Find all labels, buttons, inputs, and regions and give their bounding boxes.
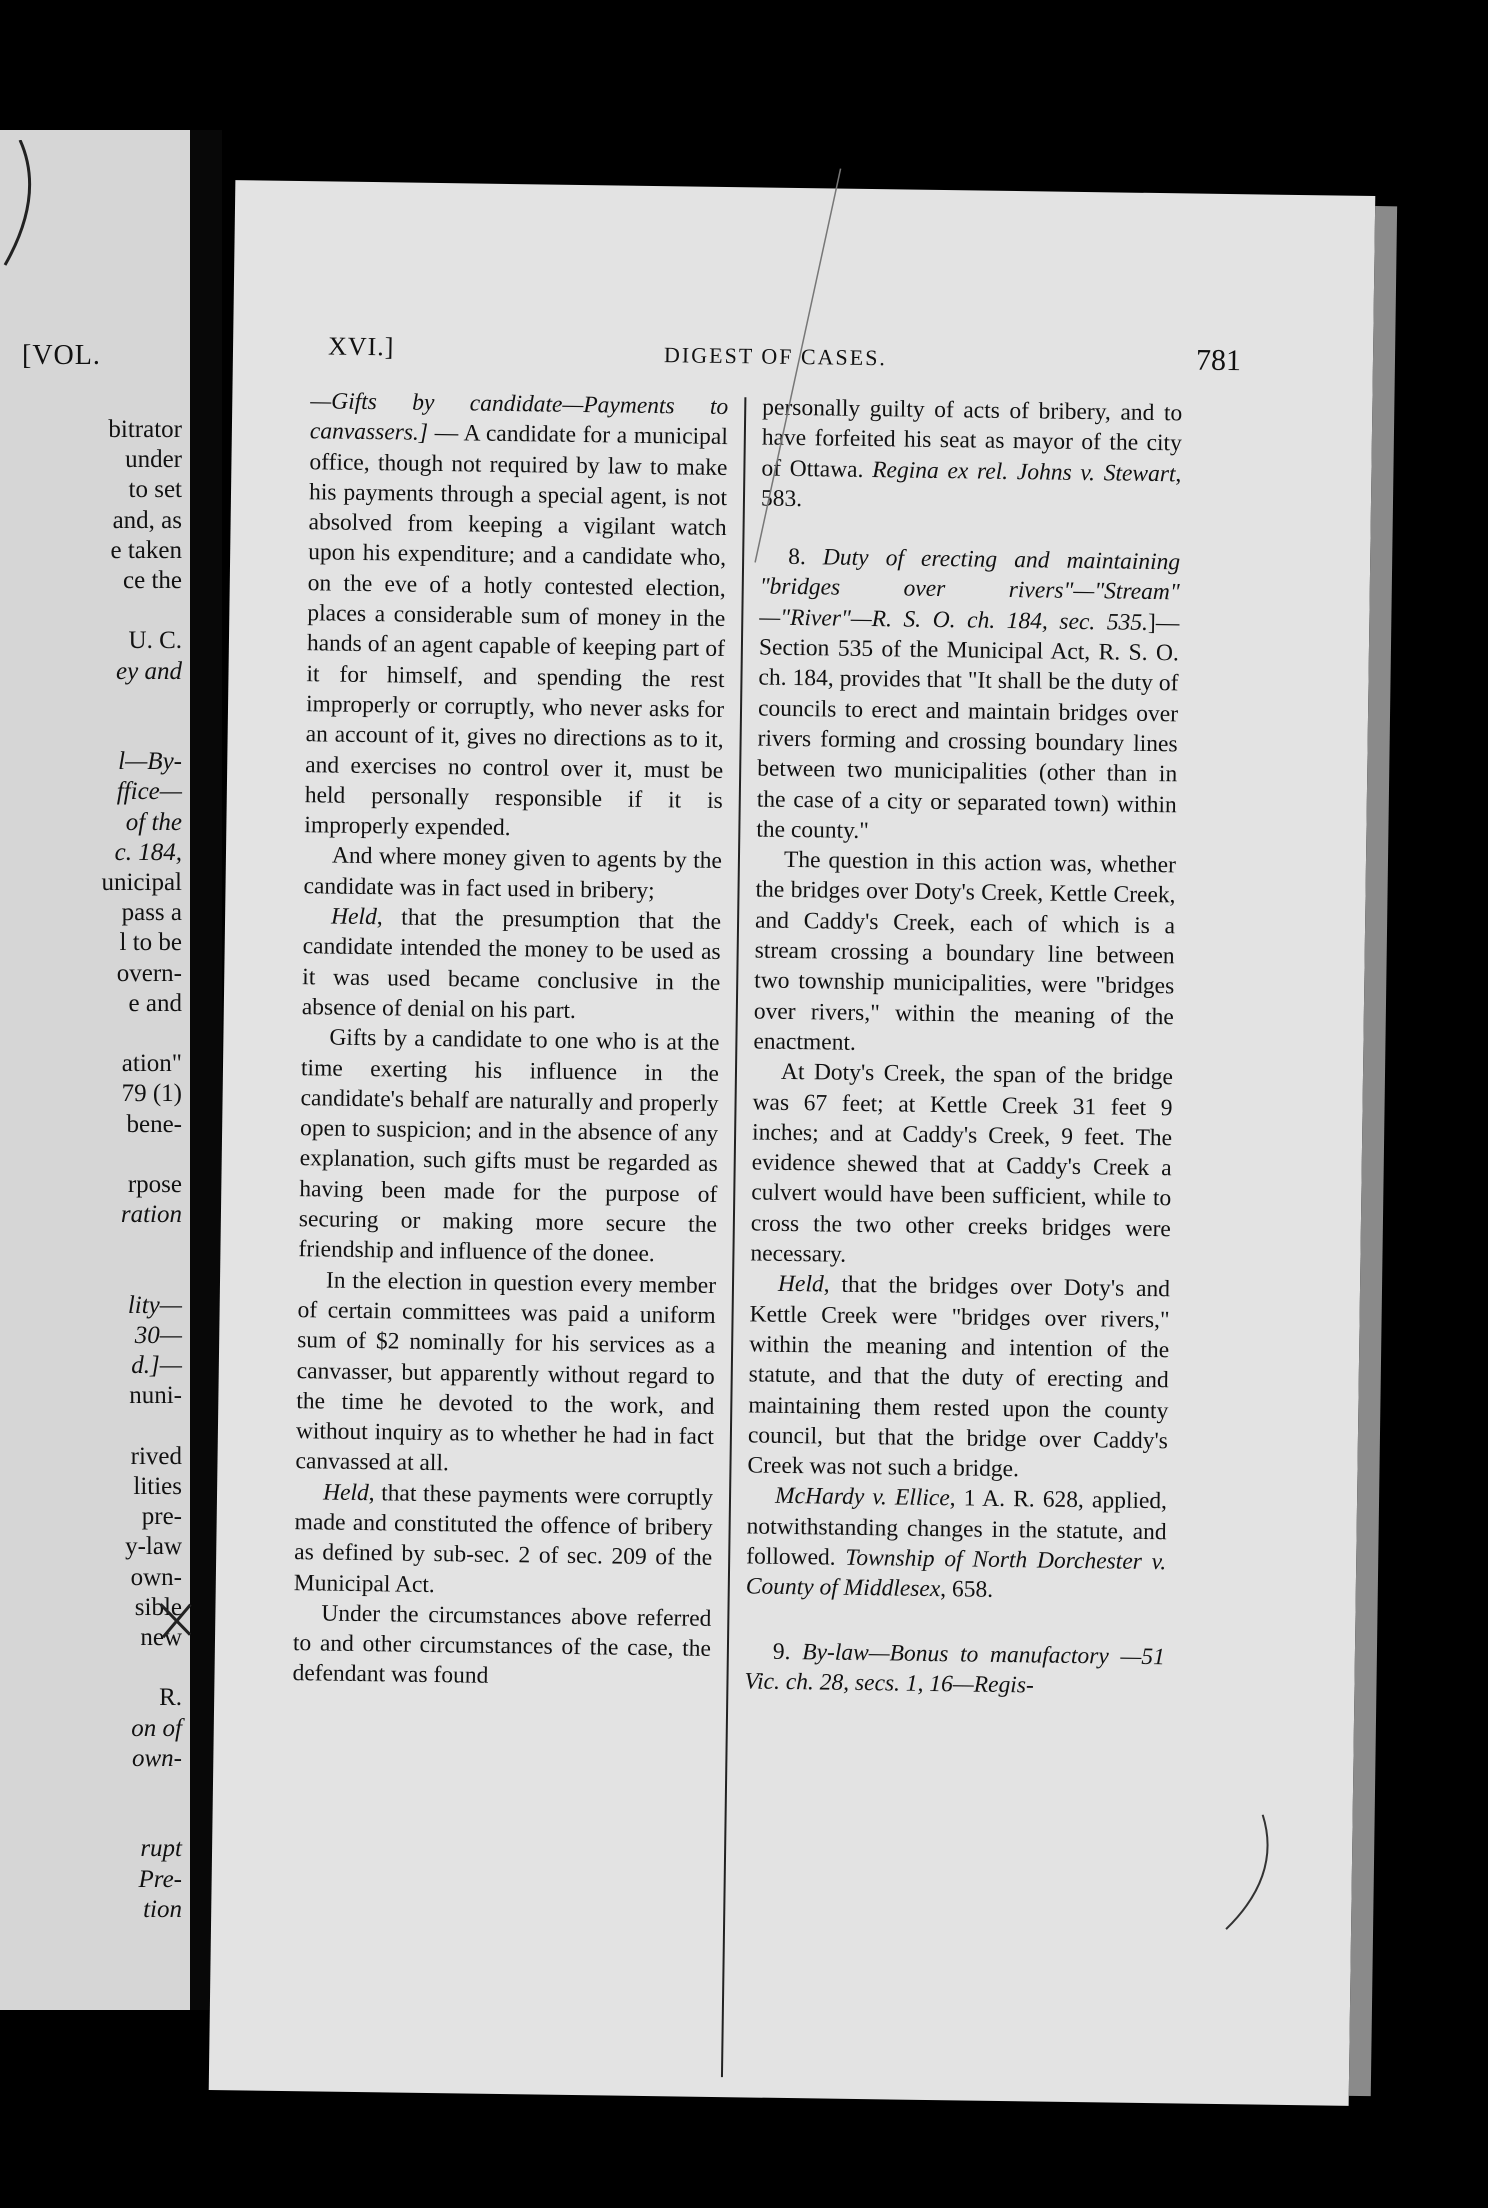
- held-paragraph: [294, 1477, 714, 1604]
- paragraph: At Doty's Creek, the span of the bridge was 67 feet; at Kettle Creek 31 feet 9 inches; and at Caddy's Creek, 9 feet. The evidence shewed that at Caddy's Creek a culvert would have been sufficient, while to cross the two other creeks bridges were necessary.: [750, 1059, 1174, 1268]
- facing-page-text-fragment: l to be: [119, 929, 182, 957]
- binding-curve-mark: [0, 140, 60, 270]
- facing-page-text-fragment: 79 (1): [121, 1080, 182, 1108]
- facing-page-text-fragment: rived: [130, 1442, 182, 1470]
- facing-page-text-fragment: ffice—: [116, 778, 182, 806]
- header-volume: XVI.]: [327, 331, 395, 362]
- facing-page-text-fragment: new: [140, 1624, 182, 1651]
- facing-page-text-fragment: Pre-: [138, 1865, 182, 1893]
- page-edge: [1349, 206, 1397, 2096]
- entry-heading: —Gifts by candidate—Payments to canvassers.]: [309, 388, 729, 447]
- facing-page-text-fragment: of the: [125, 808, 182, 836]
- case-citation: Regina ex rel. Johns v. Stewart: [871, 456, 1176, 487]
- facing-page-text-fragment: U. C.: [128, 627, 182, 655]
- facing-page-text-fragment: bene-: [126, 1110, 182, 1138]
- facing-page-text-fragment: overn-: [116, 959, 182, 987]
- left-column: [292, 386, 728, 1694]
- right-column: [744, 393, 1182, 1703]
- facing-page-text-fragment: lities: [133, 1473, 182, 1500]
- facing-page-text-fragment: nuni-: [129, 1382, 182, 1410]
- held-text: , that the presumption that the candidate intended the money to be used as it was used became conclusive in the absence of denial on his part.: [301, 904, 722, 1024]
- pencil-line-mark: [750, 167, 846, 571]
- facing-page: [0, 130, 190, 2010]
- margin-x-mark: [155, 1599, 196, 1640]
- facing-page-text-fragment: e taken: [110, 536, 182, 564]
- facing-page-text-fragment: d.]—: [131, 1352, 182, 1380]
- entry-text: ]—Section 535 of the Municipal Act, R. S. O. ch. 184, provides that "It shall be the duty of councils to erect and maintain bridges over rivers forming and crossing boundary lines between two municipalities (other than in the case of a city or separated town) within the county.": [756, 609, 1180, 844]
- facing-page-text-fragment: 30—: [134, 1322, 182, 1349]
- facing-page-text-fragment: bitrator: [108, 416, 182, 443]
- held-label: Held: [777, 1271, 824, 1298]
- facing-page-text-fragment: under: [125, 446, 182, 474]
- held-paragraph: [747, 1269, 1170, 1487]
- facing-page-text-fragment: to set: [128, 476, 182, 504]
- held-label: Held: [330, 903, 377, 931]
- case-citation: Township of North Dorchester v. County of Middlesex: [745, 1544, 1167, 1603]
- facing-page-text-fragment: pass a: [121, 899, 182, 927]
- facing-page-text-fragment: own-: [130, 1563, 182, 1591]
- entry-heading: By-law—Bonus to manufactory —51 Vic. ch. 28, secs. 1, 16—Regis-: [744, 1638, 1166, 1699]
- facing-page-text-fragment: rpose: [127, 1171, 182, 1198]
- citation-text: , 1 A. R. 628, applied, notwithstanding changes in the statute, and followed.: [746, 1485, 1168, 1571]
- held-paragraph: [302, 901, 722, 1028]
- paragraph: Gifts by a candidate to one who is at the time exerting his influence in the candidate's behalf are naturally and properly open to suspicion; and in the absence of any explanation, such gifts must be regarded as having been made for the purpose of securing or making more secure the friendship and influence of the donee.: [298, 1024, 720, 1268]
- paragraph: The question in this action was, whether the bridges over Doty's Creek, Kettle Creek, and Caddy's Creek, each of which is a stream crossing a boundary line between two township municipalities, were "bridges over rivers," within the meaning of the enactment.: [753, 847, 1177, 1056]
- held-label: Held: [322, 1479, 369, 1506]
- facing-page-text-fragment: ey and: [116, 657, 182, 685]
- facing-page-text-fragment: c. 184,: [114, 838, 182, 866]
- entry-text: personally guilty of acts of bribery, and to have forfeited his seat as mayor of the city of Ottawa.: [761, 394, 1183, 483]
- facing-page-text-fragment: rupt: [140, 1835, 182, 1863]
- facing-page-text-fragment: tion: [143, 1895, 182, 1923]
- held-text: , that these payments were corruptly made and constituted the offence of bribery as defined by sub-sec. 2 of sec. 209 of the Municipal Act.: [293, 1479, 714, 1598]
- citation-paragraph: [746, 1481, 1168, 1608]
- case-citation: McHardy v. Ellice: [774, 1483, 950, 1512]
- pencil-curve-mark: [1221, 1814, 1283, 1935]
- facing-page-text-fragment: and, as: [112, 506, 182, 534]
- held-text: , that the bridges over Doty's and Kettle Creek were "bridges over rivers," within the meaning and intention of the statute, and that the duty of erecting and maintaining them rested upon the county council, but that the bridge over Caddy's Creek was not such a bridge.: [747, 1271, 1171, 1483]
- facing-page-text-fragment: pre-: [141, 1503, 182, 1531]
- facing-page-text-fragment: R.: [159, 1684, 182, 1712]
- entry-text: — A candidate for a municipal office, though not required by law to make his payments through a special agent, is not absolved from keeping a vigilant watch upon his expenditure; and a candidate who, on the eve of a hotly contested election, places a considerable sum of money in the hands of an agent capable of keeping part of it for himself, and spending the rest improperly or corruptly, who never asks for an account of it, gives no directions as to it, and exercises no control over it, must be held personally responsible if it is improperly expended.: [304, 420, 729, 842]
- paragraph: In the election in question every member of certain committees was paid a uniform sum of $2 nominally for his services as a canvasser, but apparently without regard to the time he devoted to the work, and without inquiry as to whether he had in fact canvassed at all.: [295, 1267, 717, 1477]
- entry-heading: Duty of erecting and maintaining "bridges over rivers"—"Stream" —"River"—R. S. O. ch. 184, sec. 535.: [759, 544, 1181, 636]
- facing-page-text-fragment: y-law: [125, 1533, 182, 1561]
- facing-page-text-fragment: own-: [132, 1744, 182, 1772]
- facing-page-text-fragment: ration: [120, 1201, 182, 1229]
- facing-page-text-fragment: lity—: [127, 1291, 182, 1319]
- digest-entry-8: [756, 542, 1180, 851]
- paragraph: And where money given to agents by the candidate was in fact used in bribery;: [303, 843, 723, 904]
- header-title: DIGEST OF CASES.: [663, 342, 888, 371]
- facing-page-text-fragment: l—By-: [118, 748, 182, 776]
- facing-page-text-fragment: e and: [128, 989, 182, 1017]
- facing-page-text-fragment: on of: [131, 1714, 182, 1742]
- citation-page: , 583.: [760, 460, 1182, 512]
- page-number: 781: [1195, 343, 1242, 378]
- book-page: [209, 180, 1376, 2106]
- facing-page-text-fragment: ce the: [123, 567, 182, 594]
- entry-number: 8.: [787, 544, 824, 571]
- facing-page-text-fragment: ation": [121, 1050, 182, 1078]
- entry-number: 9.: [772, 1638, 803, 1665]
- digest-entry-9: [744, 1636, 1165, 1702]
- facing-page-volume: [VOL.: [22, 340, 101, 371]
- digest-entry-gifts: [304, 386, 728, 846]
- paragraph: Under the circumstances above referred to and other circumstances of the case, the defendant was found: [292, 1600, 712, 1690]
- facing-page-text-fragment: unicipal: [101, 869, 182, 896]
- facing-page-text-fragment: sible: [134, 1593, 182, 1621]
- citation-page: , 658.: [940, 1576, 994, 1604]
